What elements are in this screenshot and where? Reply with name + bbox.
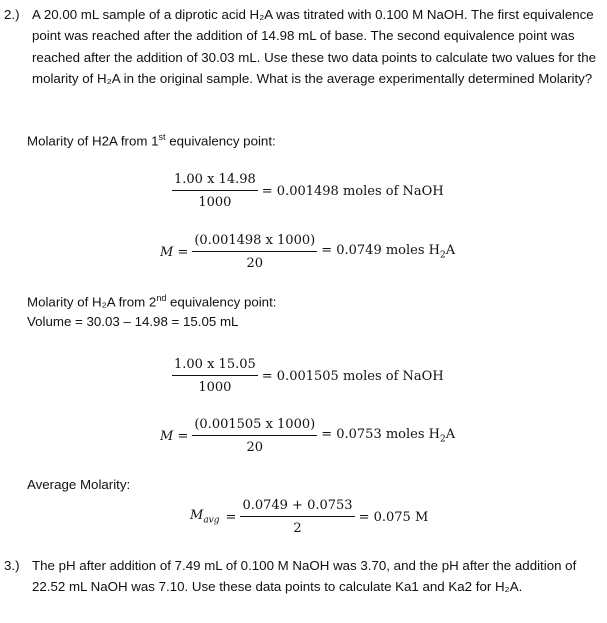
question-2-text: A 20.00 mL sample of a diprotic acid H₂A was titrated with 0.100 M NaOH. The first equivalence point was reached after the addition of 14.98 mL of base. The second equivalence point was reached after the addition of 30.03 mL. Use these two data points to calculate two values for the molarity of H₂A in the original sample. What is the average experimentally determined Molarity? — [32, 7, 596, 86]
question-3-text: The pH after addition of 7.49 mL of 0.100 M NaOH was 3.70, and the pH after the addition of 22.52 mL NaOH was 7.10. Use these data points to calculate Ka1 and Ka2 for H₂A. — [32, 558, 577, 595]
question-3-number: 3.) — [4, 558, 20, 573]
second-equivalence-heading: Molarity of H₂A from 2nd equivalency point: — [27, 293, 277, 310]
first-moles-equation: $\frac{1.00 x 14.98}{1000}$ = 0.001498 moles of NaOH — [174, 172, 444, 210]
second-molarity-equation: M = $\frac{(0.001505 x 1000)}{20}$ = 0.0753 moles $H_2A$ — [160, 417, 456, 455]
first-equivalence-heading: Molarity of H2A from 1st equivalency point: — [27, 132, 276, 149]
first-molarity-equation: M = $\frac{(0.001498 x 1000)}{20}$ = 0.0749 moles $H_2A$ — [160, 233, 456, 271]
average-molarity-equation: $M_{avg}$ = $\frac{0.0749 + 0.0753}{2}$ = 0.075 M — [190, 498, 429, 536]
second-moles-equation: $\frac{1.00 x 15.05}{1000}$ = 0.001505 moles of NaOH — [174, 357, 444, 395]
question-2-number: 2.) — [4, 7, 20, 22]
volume-line: Volume = 30.03 – 14.98 = 15.05 mL — [27, 314, 239, 329]
average-molarity-label: Average Molarity: — [27, 477, 131, 492]
